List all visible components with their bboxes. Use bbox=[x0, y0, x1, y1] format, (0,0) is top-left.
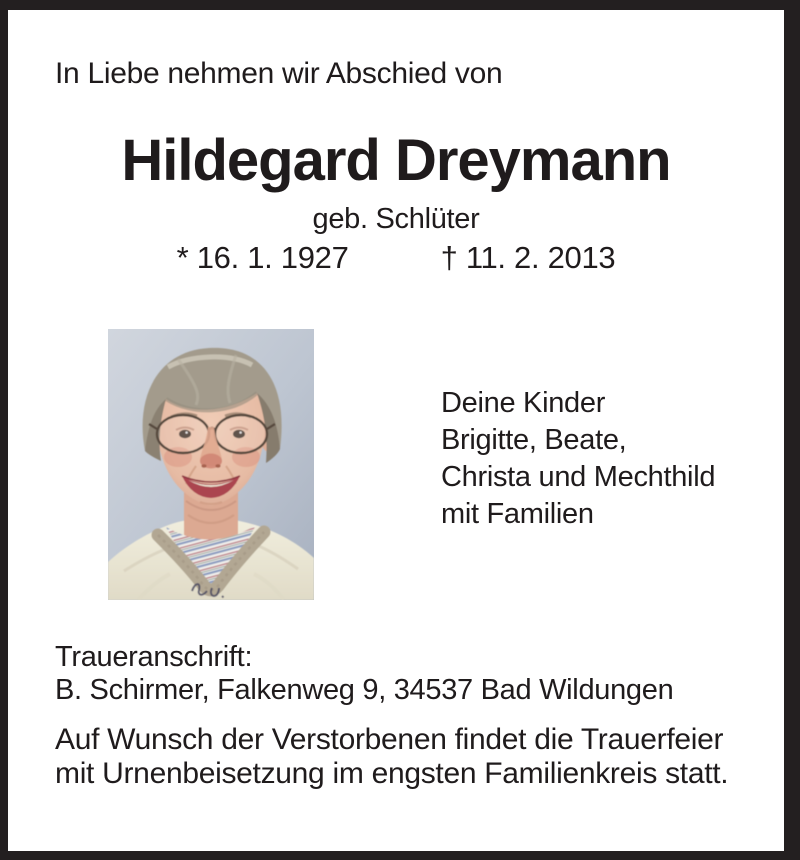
mourners-line: Brigitte, Beate, bbox=[441, 424, 627, 456]
closing-block bbox=[55, 723, 728, 791]
mourners-block bbox=[441, 385, 715, 533]
address-label: Traueranschrift: bbox=[55, 641, 253, 673]
closing-line: Auf Wunsch der Verstorbenen findet die Trauerfeier bbox=[55, 723, 724, 756]
life-dates bbox=[8, 241, 784, 275]
deceased-name: Hildegard Dreymann bbox=[121, 128, 671, 193]
mourners-line: Christa und Mechthild bbox=[441, 461, 716, 493]
address-line: B. Schirmer, Falkenweg 9, 34537 Bad Wildungen bbox=[55, 674, 674, 706]
mourners-line: mit Familien bbox=[441, 498, 594, 530]
intro-line: In Liebe nehmen wir Abschied von bbox=[55, 57, 503, 90]
maiden-name: geb. Schlüter bbox=[312, 203, 480, 235]
birth-date: * 16. 1. 1927 bbox=[176, 240, 349, 275]
portrait-illustration bbox=[108, 329, 314, 600]
closing-line: mit Urnenbeisetzung im engsten Familienkreis statt. bbox=[55, 757, 729, 790]
mourners-line: Deine Kinder bbox=[441, 387, 606, 419]
portrait-photo bbox=[108, 329, 314, 600]
death-date: † 11. 2. 2013 bbox=[440, 240, 616, 275]
address-block bbox=[55, 641, 673, 707]
